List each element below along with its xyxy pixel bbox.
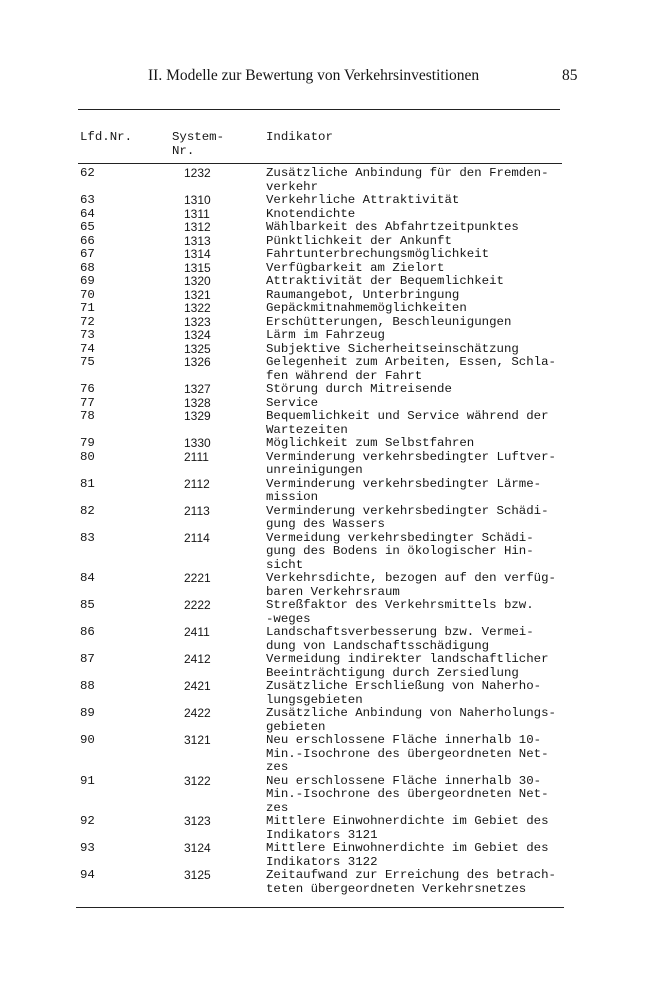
lfd-nr-cell: 79 [80,436,95,450]
indikator-line: zes [266,760,289,774]
system-nr-cell: 1323 [184,314,211,329]
table-row [0,343,650,357]
indikator-cell [266,572,650,599]
indikator-cell [266,478,650,505]
indikator-cell [266,275,650,289]
indikator-cell [266,289,650,303]
lfd-nr-cell: 71 [80,301,95,315]
indikator-line: dung von Landschaftsschädigung [266,638,490,653]
indikator-line: Verminderung verkehrsbedingter Schädi- [266,503,549,518]
lfd-nr-cell: 69 [80,274,95,288]
indikator-line: Pünktlichkeit der Ankunft [266,233,452,248]
table-row [0,383,650,397]
indikator-cell [266,221,650,235]
lfd-nr-cell: 93 [80,841,95,855]
indikator-cell [266,869,650,896]
system-nr-cell: 1330 [184,436,211,450]
indikator-cell [266,707,650,734]
indikator-line: verkehr [266,179,319,194]
table-row [0,275,650,289]
system-nr-cell: 1329 [184,409,211,423]
lfd-nr-cell: 82 [80,503,95,518]
system-nr-cell: 3122 [184,773,211,788]
lfd-nr-cell: 81 [80,476,95,491]
system-nr-cell: 2111 [184,449,209,464]
system-nr-cell: 1321 [184,287,211,302]
system-nr-cell: 2422 [184,706,211,720]
table-row [0,869,650,896]
indikator-cell [266,653,650,680]
lfd-nr-cell: 89 [80,706,95,720]
indikator-cell [266,775,650,816]
system-nr-cell: 2221 [184,571,211,585]
table-row [0,235,650,249]
indikator-cell [266,248,650,262]
table-row [0,626,650,653]
system-nr-cell: 1311 [184,206,210,221]
system-nr-cell: 2114 [184,530,210,545]
indikator-line: Zusätzliche Anbindung von Naherholungs- [266,706,556,720]
lfd-nr-cell: 66 [80,233,95,248]
table-row [0,194,650,208]
system-nr-cell: 1322 [184,301,211,315]
system-nr-cell: 1328 [184,395,211,410]
lfd-nr-cell: 64 [80,206,95,221]
column-header-lfd-nr: Lfd.Nr. [80,130,133,144]
indikator-line: Wählbarkeit des Abfahrtzeitpunktes [266,220,519,234]
indikator-cell [266,356,650,383]
indikator-line: Zeitaufwand zur Erreichung des betrach- [266,868,556,882]
table-row [0,329,650,343]
system-nr-cell: 1313 [184,233,211,248]
indikator-line: Gelegenheit zum Arbeiten, Essen, Schla- [266,355,556,369]
system-nr-cell: 1324 [184,328,211,342]
indikator-cell [266,208,650,222]
indikator-line: Vermeidung indirekter landschaftlicher [266,652,549,666]
indikator-line: Fahrtunterbrechungsmöglichkeit [266,247,490,261]
table-row [0,451,650,478]
lfd-nr-cell: 85 [80,598,95,612]
indikator-line: unreinigungen [266,463,363,477]
indikator-line: lungsgebieten [266,692,363,707]
lfd-nr-cell: 74 [80,341,95,356]
table-row [0,208,650,222]
indikator-cell [266,397,650,411]
indikator-cell [266,451,650,478]
indikator-line: Beeinträchtigung durch Zersiedlung [266,665,519,680]
table-row [0,410,650,437]
indikator-cell [266,505,650,532]
table-row [0,248,650,262]
indikator-line: zes [266,800,289,815]
table-row [0,775,650,816]
indikator-cell [266,302,650,316]
table-row [0,680,650,707]
indikator-cell [266,235,650,249]
system-nr-cell: 2421 [184,679,211,693]
bottom-rule [76,907,564,908]
system-nr-cell: 2411 [184,625,210,639]
indikator-cell [266,194,650,208]
indikator-line: Verkehrsdichte, bezogen auf den verfüg- [266,571,556,585]
indikator-line: Mittlere Einwohnerdichte im Gebiet des [266,841,549,855]
lfd-nr-cell: 87 [80,652,95,666]
system-nr-cell: 1327 [184,382,211,396]
indikator-line: sicht [266,557,304,572]
column-header-indikator: Indikator [266,130,333,144]
table-row [0,653,650,680]
indikator-cell [266,532,650,573]
table-row [0,289,650,303]
header-rule [78,163,562,164]
indikator-line: Neu erschlossene Fläche innerhalb 30- [266,773,542,788]
indikator-line: baren Verkehrsraum [266,584,400,599]
system-nr-cell: 2113 [184,503,210,518]
table-row [0,707,650,734]
system-nr-cell: 3125 [184,868,211,882]
column-header-system-nr: System- Nr. [172,130,225,158]
lfd-nr-cell: 73 [80,328,95,342]
indikator-line: Verminderung verkehrsbedingter Luftver- [266,449,556,464]
indikator-line: Attraktivität der Bequemlichkeit [266,274,504,288]
system-nr-cell: 1232 [184,166,211,180]
indikator-line: Verkehrliche Attraktivität [266,193,460,207]
table-row [0,572,650,599]
indikator-line: Raumangebot, Unterbringung [266,287,460,302]
lfd-nr-cell: 72 [80,314,95,329]
table-row [0,478,650,505]
lfd-nr-cell: 84 [80,571,95,585]
table-row [0,302,650,316]
system-nr-cell: 2222 [184,598,211,612]
table-row [0,532,650,573]
lfd-nr-cell: 67 [80,247,95,261]
indikator-line: Lärm im Fahrzeug [266,328,385,342]
indikator-line: Mittlere Einwohnerdichte im Gebiet des [266,814,549,828]
indikator-cell [266,842,650,869]
system-nr-cell: 1310 [184,193,211,207]
system-nr-cell: 3123 [184,814,211,828]
system-nr-cell: 1315 [184,260,211,275]
lfd-nr-cell: 94 [80,868,95,882]
lfd-nr-cell: 86 [80,625,95,639]
indikator-cell [266,167,650,194]
table-row [0,356,650,383]
indikator-cell [266,262,650,276]
indikator-cell [266,343,650,357]
lfd-nr-cell: 65 [80,220,95,234]
indikator-line: -weges [266,611,311,626]
indikator-line: Zusätzliche Erschließung von Naherho- [266,679,542,693]
table-row [0,734,650,775]
system-nr-cell: 3124 [184,841,211,855]
table-body [0,167,650,896]
indikator-line: Gepäckmitnahmemöglichkeiten [266,301,467,315]
indikator-line: Verminderung verkehrsbedingter Lärme- [266,476,542,491]
lfd-nr-cell: 76 [80,382,95,396]
indikator-cell [266,437,650,451]
table-row [0,221,650,235]
indikator-line: Knotendichte [266,206,356,221]
table-row [0,262,650,276]
indikator-line: Indikators 3122 [266,854,378,869]
top-rule [78,109,560,110]
lfd-nr-cell: 68 [80,260,95,275]
table-row [0,437,650,451]
table-row [0,316,650,330]
system-nr-cell: 3121 [184,733,211,747]
system-nr-cell: 1312 [184,220,211,234]
indikator-line: Neu erschlossene Fläche innerhalb 10- [266,733,542,747]
system-nr-cell: 2412 [184,652,211,666]
indikator-line: gebieten [266,719,326,734]
lfd-nr-cell: 92 [80,814,95,828]
table-row [0,167,650,194]
indikator-line: Service [266,395,319,410]
table-row [0,397,650,411]
indikator-cell [266,329,650,343]
indikator-cell [266,410,650,437]
indikator-line: mission [266,490,319,504]
indikator-cell [266,383,650,397]
lfd-nr-cell: 75 [80,355,95,369]
indikator-line: Min.-Isochrone des übergeordneten Net- [266,787,549,801]
system-nr-cell: 1325 [184,341,211,356]
lfd-nr-cell: 77 [80,395,95,410]
lfd-nr-cell: 70 [80,287,95,302]
lfd-nr-cell: 80 [80,449,95,464]
lfd-nr-cell: 62 [80,166,95,180]
indikator-line: Bequemlichkeit und Service während der [266,409,549,423]
indikator-line: Landschaftsverbesserung bzw. Vermei- [266,625,534,639]
indikator-line: Erschütterungen, Beschleunigungen [266,314,512,329]
indikator-line: Zusätzliche Anbindung für den Fremden- [266,166,549,180]
system-nr-cell: 2112 [184,476,210,491]
lfd-nr-cell: 83 [80,530,95,545]
table-row [0,505,650,532]
indikator-line: Vermeidung verkehrsbedingter Schädi- [266,530,534,545]
indikator-line: Min.-Isochrone des übergeordneten Net- [266,746,549,761]
indikator-cell [266,815,650,842]
table-row [0,815,650,842]
system-nr-cell: 1320 [184,274,211,288]
table-row [0,842,650,869]
indikator-line: Wartezeiten [266,422,348,437]
indikator-line: gung des Bodens in ökologischer Hin- [266,544,534,558]
system-nr-cell: 1326 [184,355,211,369]
lfd-nr-cell: 88 [80,679,95,693]
indikator-cell [266,680,650,707]
lfd-nr-cell: 90 [80,733,95,747]
indikator-line: fen während der Fahrt [266,368,423,383]
indikator-cell [266,316,650,330]
table-row [0,599,650,626]
indikator-line: Störung durch Mitreisende [266,382,452,396]
system-nr-cell: 1314 [184,247,211,261]
indikator-cell [266,599,650,626]
indikator-line: teten übergeordneten Verkehrsnetzes [266,881,527,896]
page-number: 85 [562,67,578,84]
indikator-cell [266,734,650,775]
indikator-line: Indikators 3121 [266,827,378,842]
header-title: II. Modelle zur Bewertung von Verkehrsinvestitionen [148,67,480,84]
indikator-line: Streßfaktor des Verkehrsmittels bzw. [266,598,534,612]
lfd-nr-cell: 78 [80,409,95,423]
lfd-nr-cell: 91 [80,773,95,788]
indikator-line: gung des Wassers [266,517,385,531]
indikator-line: Verfügbarkeit am Zielort [266,260,445,275]
indikator-line: Subjektive Sicherheitseinschätzung [266,341,519,356]
lfd-nr-cell: 63 [80,193,95,207]
indikator-cell [266,626,650,653]
indikator-line: Möglichkeit zum Selbstfahren [266,436,475,450]
